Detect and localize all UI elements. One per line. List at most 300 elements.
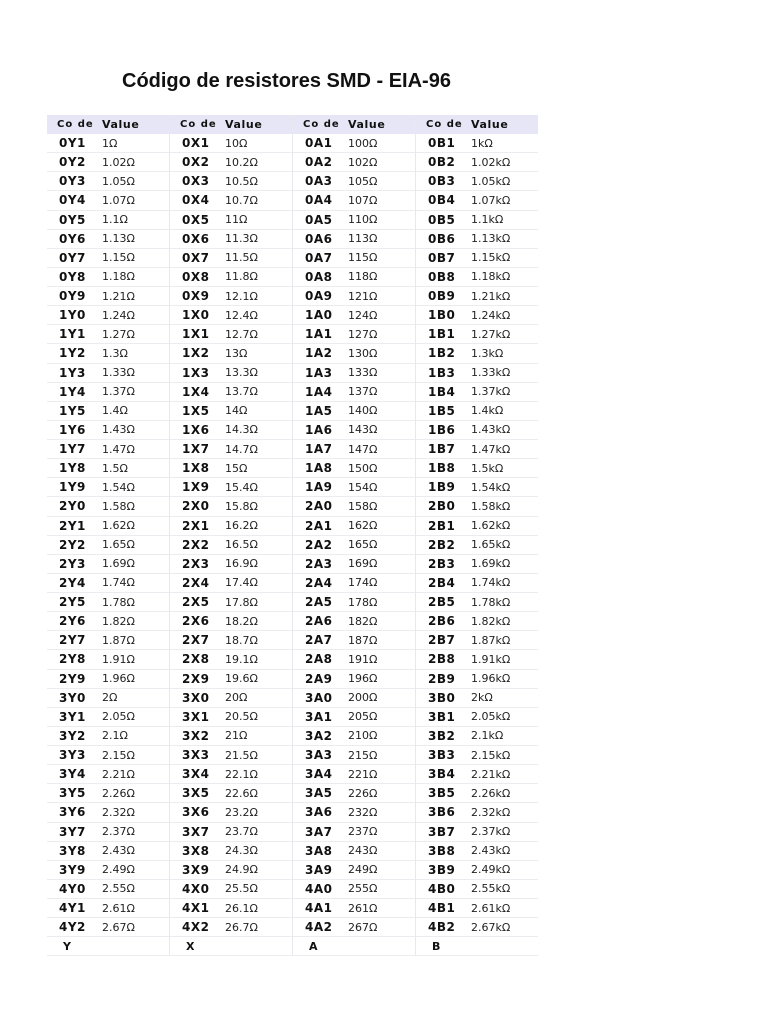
table-row — [170, 593, 292, 612]
code-cell: 3B3 — [428, 748, 456, 763]
code-cell: 4Y1 — [59, 901, 86, 916]
table-row — [416, 517, 538, 536]
table-row — [170, 631, 292, 650]
table-row — [416, 536, 538, 555]
table-row — [293, 134, 415, 153]
code-cell: 0X3 — [182, 174, 210, 189]
code-cell: 3Y0 — [59, 690, 86, 705]
table-row — [293, 593, 415, 612]
code-cell: 3X1 — [182, 709, 210, 724]
table-row — [416, 191, 538, 210]
table-row — [47, 823, 169, 842]
code-cell: 3X2 — [182, 728, 210, 743]
table-row — [293, 440, 415, 459]
value-cell: 1.96Ω — [102, 672, 135, 686]
table-row — [47, 765, 169, 784]
code-cell: 3Y7 — [59, 824, 86, 839]
table-row — [293, 746, 415, 765]
value-cell: 105Ω — [348, 174, 378, 188]
value-cell: 187Ω — [348, 633, 378, 647]
code-cell: 1X2 — [182, 346, 210, 361]
table-row — [293, 536, 415, 555]
value-cell: 118Ω — [348, 270, 378, 284]
code-cell: 3B8 — [428, 843, 456, 858]
code-cell: 2B2 — [428, 537, 456, 552]
table-row — [47, 746, 169, 765]
table-row — [47, 478, 169, 497]
code-cell: 1B9 — [428, 480, 456, 495]
header-code: Co de — [426, 119, 463, 130]
code-cell: 3X5 — [182, 786, 210, 801]
value-cell: 1.24Ω — [102, 308, 135, 322]
value-cell: 1.24kΩ — [471, 308, 511, 322]
code-cell: 1A9 — [305, 480, 333, 495]
value-cell: 10.2Ω — [225, 155, 258, 169]
value-cell: 255Ω — [348, 882, 378, 896]
table-row — [170, 325, 292, 344]
table-row — [293, 631, 415, 650]
value-cell: 147Ω — [348, 442, 378, 456]
code-cell: 2Y8 — [59, 652, 86, 667]
table-row — [416, 689, 538, 708]
code-cell: 1A5 — [305, 403, 333, 418]
table-row — [416, 249, 538, 268]
value-cell: 1Ω — [102, 136, 118, 150]
value-cell: 1.3Ω — [102, 346, 128, 360]
code-cell: 0Y9 — [59, 289, 86, 304]
code-cell: 3B7 — [428, 824, 456, 839]
code-cell: 0A3 — [305, 174, 333, 189]
code-cell: 2A1 — [305, 518, 333, 533]
code-cell: 4A0 — [305, 881, 333, 896]
table-header — [170, 115, 292, 134]
code-cell: 1Y7 — [59, 442, 86, 457]
value-cell: 11.8Ω — [225, 270, 258, 284]
code-cell: 2A5 — [305, 595, 333, 610]
table-row — [170, 364, 292, 383]
value-cell: 2.1kΩ — [471, 729, 504, 743]
value-cell: 1.65kΩ — [471, 538, 511, 552]
value-cell: 1.69Ω — [102, 557, 135, 571]
code-cell: 0X6 — [182, 231, 210, 246]
code-cell: 2Y9 — [59, 671, 86, 686]
table-row — [47, 211, 169, 230]
code-cell: 0B1 — [428, 136, 456, 151]
code-cell: 1Y9 — [59, 480, 86, 495]
table-row — [47, 517, 169, 536]
value-cell: 2.1Ω — [102, 729, 128, 743]
code-cell: 1Y8 — [59, 461, 86, 476]
value-cell: 133Ω — [348, 366, 378, 380]
code-cell: 2Y0 — [59, 499, 86, 514]
value-cell: 1.58Ω — [102, 499, 135, 513]
code-cell: 1B4 — [428, 384, 456, 399]
table-row — [47, 593, 169, 612]
value-cell: 13.7Ω — [225, 385, 258, 399]
table-row — [47, 612, 169, 631]
value-cell: 113Ω — [348, 232, 378, 246]
table-row — [293, 172, 415, 191]
value-cell: 1.02Ω — [102, 155, 135, 169]
value-cell: 1.69kΩ — [471, 557, 511, 571]
header-value: Value — [102, 118, 140, 131]
code-cell: 0Y3 — [59, 174, 86, 189]
value-cell: 1.65Ω — [102, 538, 135, 552]
value-cell: 1.91kΩ — [471, 652, 511, 666]
code-cell: 1A0 — [305, 308, 333, 323]
code-column-group — [170, 115, 293, 956]
value-cell: 15Ω — [225, 461, 248, 475]
table-row — [416, 765, 538, 784]
table-row — [170, 689, 292, 708]
table-row — [293, 344, 415, 363]
table-row — [293, 842, 415, 861]
value-cell: 1.27kΩ — [471, 327, 511, 341]
table-row — [170, 383, 292, 402]
value-cell: 2.55Ω — [102, 882, 135, 896]
table-row — [293, 803, 415, 822]
value-cell: 11Ω — [225, 213, 248, 227]
value-cell: 12.1Ω — [225, 289, 258, 303]
code-cell: 1X0 — [182, 308, 210, 323]
value-cell: 12.7Ω — [225, 327, 258, 341]
table-row — [47, 937, 169, 956]
header-code: Co de — [57, 119, 94, 130]
code-cell: 3X6 — [182, 805, 210, 820]
table-row — [416, 784, 538, 803]
table-row — [47, 670, 169, 689]
code-cell: 0Y4 — [59, 193, 86, 208]
code-cell: 1Y2 — [59, 346, 86, 361]
value-cell: 221Ω — [348, 767, 378, 781]
value-cell: 249Ω — [348, 863, 378, 877]
value-cell: 23.7Ω — [225, 825, 258, 839]
value-cell: 17.8Ω — [225, 595, 258, 609]
code-cell: 2B0 — [428, 499, 456, 514]
value-cell: 2.15kΩ — [471, 748, 511, 762]
table-row — [47, 536, 169, 555]
table-row — [416, 880, 538, 899]
table-row — [170, 861, 292, 880]
header-value: Value — [348, 118, 386, 131]
code-cell: 2B4 — [428, 575, 456, 590]
code-cell: 3B1 — [428, 709, 456, 724]
code-cell: 2A6 — [305, 614, 333, 629]
value-cell: 127Ω — [348, 327, 378, 341]
table-row — [170, 670, 292, 689]
code-cell: B — [432, 939, 441, 953]
value-cell: 13.3Ω — [225, 366, 258, 380]
code-cell: 3X8 — [182, 843, 210, 858]
code-cell: 3B9 — [428, 862, 456, 877]
value-cell: 16.9Ω — [225, 557, 258, 571]
table-row — [416, 172, 538, 191]
table-row — [293, 287, 415, 306]
code-cell: 3Y3 — [59, 748, 86, 763]
value-cell: 1.05Ω — [102, 174, 135, 188]
code-cell: 2A0 — [305, 499, 333, 514]
table-row — [47, 172, 169, 191]
table-row — [416, 421, 538, 440]
value-cell: 1.3kΩ — [471, 346, 504, 360]
table-row — [170, 230, 292, 249]
table-row — [416, 364, 538, 383]
table-row — [293, 727, 415, 746]
value-cell: 15.4Ω — [225, 480, 258, 494]
code-cell: 2B7 — [428, 633, 456, 648]
value-cell: 205Ω — [348, 710, 378, 724]
code-cell: 1X4 — [182, 384, 210, 399]
code-cell: 4Y2 — [59, 920, 86, 935]
table-row — [416, 650, 538, 669]
value-cell: 178Ω — [348, 595, 378, 609]
table-row — [170, 574, 292, 593]
value-cell: 22.6Ω — [225, 786, 258, 800]
table-row — [416, 803, 538, 822]
table-row — [293, 650, 415, 669]
table-row — [170, 517, 292, 536]
value-cell: 1.43Ω — [102, 423, 135, 437]
table-row — [293, 574, 415, 593]
code-cell: 2X0 — [182, 499, 210, 514]
code-column-group — [47, 115, 170, 956]
value-cell: 121Ω — [348, 289, 378, 303]
value-cell: 100Ω — [348, 136, 378, 150]
value-cell: 23.2Ω — [225, 805, 258, 819]
value-cell: 165Ω — [348, 538, 378, 552]
value-cell: 1.07Ω — [102, 193, 135, 207]
code-cell: 1X1 — [182, 327, 210, 342]
value-cell: 10.7Ω — [225, 193, 258, 207]
value-cell: 14.3Ω — [225, 423, 258, 437]
code-cell: 3Y4 — [59, 767, 86, 782]
value-cell: 191Ω — [348, 652, 378, 666]
code-cell: 1A8 — [305, 461, 333, 476]
code-cell: 3A8 — [305, 843, 333, 858]
code-cell: 0Y6 — [59, 231, 86, 246]
value-cell: 150Ω — [348, 461, 378, 475]
code-cell: 1B6 — [428, 422, 456, 437]
table-row — [170, 268, 292, 287]
table-row — [416, 861, 538, 880]
value-cell: 15.8Ω — [225, 499, 258, 513]
code-cell: 1X8 — [182, 461, 210, 476]
value-cell: 1.47Ω — [102, 442, 135, 456]
value-cell: 1.02kΩ — [471, 155, 511, 169]
table-row — [293, 364, 415, 383]
code-cell: 0Y2 — [59, 155, 86, 170]
code-cell: 2B6 — [428, 614, 456, 629]
table-row — [293, 402, 415, 421]
code-cell: 3Y9 — [59, 862, 86, 877]
code-cell: 3A7 — [305, 824, 333, 839]
value-cell: 1.21kΩ — [471, 289, 511, 303]
table-row — [293, 478, 415, 497]
value-cell: 2.21kΩ — [471, 767, 511, 781]
code-cell: 0A7 — [305, 250, 333, 265]
value-cell: 16.2Ω — [225, 519, 258, 533]
table-row — [416, 211, 538, 230]
code-cell: 2X7 — [182, 633, 210, 648]
table-row — [47, 153, 169, 172]
code-cell: 0B3 — [428, 174, 456, 189]
code-cell: 1B3 — [428, 365, 456, 380]
value-cell: 169Ω — [348, 557, 378, 571]
value-cell: 237Ω — [348, 825, 378, 839]
code-cell: 2A7 — [305, 633, 333, 648]
code-cell: 0B8 — [428, 269, 456, 284]
value-cell: 1.91Ω — [102, 652, 135, 666]
table-row — [47, 459, 169, 478]
code-cell: 4A2 — [305, 920, 333, 935]
table-row — [416, 842, 538, 861]
table-row — [47, 918, 169, 937]
table-row — [170, 555, 292, 574]
table-row — [47, 249, 169, 268]
table-row — [416, 555, 538, 574]
code-cell: 1X6 — [182, 422, 210, 437]
value-cell: 2.43Ω — [102, 844, 135, 858]
table-row — [170, 536, 292, 555]
table-row — [47, 268, 169, 287]
value-cell: 2.05Ω — [102, 710, 135, 724]
table-row — [170, 440, 292, 459]
value-cell: 1.47kΩ — [471, 442, 511, 456]
code-cell: 0B4 — [428, 193, 456, 208]
code-cell: 3B4 — [428, 767, 456, 782]
value-cell: 1.54Ω — [102, 480, 135, 494]
table-row — [416, 287, 538, 306]
value-cell: 1.05kΩ — [471, 174, 511, 188]
code-cell: 3A3 — [305, 748, 333, 763]
code-cell: 2Y7 — [59, 633, 86, 648]
code-cell: 2A2 — [305, 537, 333, 552]
code-cell: 0X1 — [182, 136, 210, 151]
code-cell: 2X3 — [182, 556, 210, 571]
table-row — [293, 153, 415, 172]
value-cell: 1.37kΩ — [471, 385, 511, 399]
code-cell: 2B5 — [428, 595, 456, 610]
table-row — [47, 555, 169, 574]
value-cell: 232Ω — [348, 805, 378, 819]
table-row — [47, 230, 169, 249]
value-cell: 18.7Ω — [225, 633, 258, 647]
code-cell: 1A7 — [305, 442, 333, 457]
table-row — [293, 880, 415, 899]
table-row — [47, 574, 169, 593]
code-cell: 3Y5 — [59, 786, 86, 801]
value-cell: 1.18Ω — [102, 270, 135, 284]
table-header — [416, 115, 538, 134]
page-title: Código de resistores SMD - EIA-96 — [122, 70, 451, 92]
code-cell: 1A4 — [305, 384, 333, 399]
code-cell: 1A6 — [305, 422, 333, 437]
code-cell: 1X3 — [182, 365, 210, 380]
table-row — [170, 612, 292, 631]
table-row — [47, 727, 169, 746]
code-cell: 0A4 — [305, 193, 333, 208]
table-row — [47, 134, 169, 153]
code-cell: 3X7 — [182, 824, 210, 839]
value-cell: 14.7Ω — [225, 442, 258, 456]
table-row — [170, 497, 292, 516]
code-cell: 1A1 — [305, 327, 333, 342]
table-row — [293, 555, 415, 574]
value-cell: 19.6Ω — [225, 672, 258, 686]
code-cell: 0Y8 — [59, 269, 86, 284]
value-cell: 261Ω — [348, 901, 378, 915]
code-cell: 2A3 — [305, 556, 333, 571]
value-cell: 1.1kΩ — [471, 213, 504, 227]
table-row — [416, 708, 538, 727]
value-cell: 1.82Ω — [102, 614, 135, 628]
table-row — [170, 842, 292, 861]
code-cell: 2Y5 — [59, 595, 86, 610]
code-cell: 3Y6 — [59, 805, 86, 820]
value-cell: 2.67kΩ — [471, 920, 511, 934]
table-row — [47, 689, 169, 708]
value-cell: 1.13kΩ — [471, 232, 511, 246]
table-row — [293, 823, 415, 842]
table-header — [293, 115, 415, 134]
code-cell: 3X9 — [182, 862, 210, 877]
code-cell: 4A1 — [305, 901, 333, 916]
value-cell: 2.67Ω — [102, 920, 135, 934]
table-row — [47, 191, 169, 210]
table-row — [170, 402, 292, 421]
code-cell: 1Y4 — [59, 384, 86, 399]
code-cell: 0X2 — [182, 155, 210, 170]
code-cell: 2Y3 — [59, 556, 86, 571]
table-row — [170, 249, 292, 268]
table-row — [416, 402, 538, 421]
table-row — [170, 211, 292, 230]
table-row — [416, 631, 538, 650]
code-cell: 1X9 — [182, 480, 210, 495]
value-cell: 2Ω — [102, 691, 118, 705]
code-cell: 4B1 — [428, 901, 456, 916]
table-row — [416, 440, 538, 459]
value-cell: 1.74kΩ — [471, 576, 511, 590]
value-cell: 1.62kΩ — [471, 519, 511, 533]
code-cell: 3A5 — [305, 786, 333, 801]
value-cell: 19.1Ω — [225, 652, 258, 666]
value-cell: 11.3Ω — [225, 232, 258, 246]
table-row — [293, 497, 415, 516]
code-cell: 0X5 — [182, 212, 210, 227]
code-cell: 0A8 — [305, 269, 333, 284]
table-row — [170, 287, 292, 306]
value-cell: 2.21Ω — [102, 767, 135, 781]
value-cell: 1.5kΩ — [471, 461, 504, 475]
value-cell: 1.13Ω — [102, 232, 135, 246]
table-row — [293, 765, 415, 784]
table-row — [47, 631, 169, 650]
code-cell: 3B5 — [428, 786, 456, 801]
value-cell: 267Ω — [348, 920, 378, 934]
code-cell: 2X9 — [182, 671, 210, 686]
value-cell: 1.37Ω — [102, 385, 135, 399]
value-cell: 130Ω — [348, 346, 378, 360]
value-cell: 196Ω — [348, 672, 378, 686]
code-cell: 0X4 — [182, 193, 210, 208]
code-cell: 2X1 — [182, 518, 210, 533]
table-row — [416, 459, 538, 478]
code-cell: 0B6 — [428, 231, 456, 246]
code-cell: 4X1 — [182, 901, 210, 916]
table-row — [416, 727, 538, 746]
value-cell: 1kΩ — [471, 136, 493, 150]
